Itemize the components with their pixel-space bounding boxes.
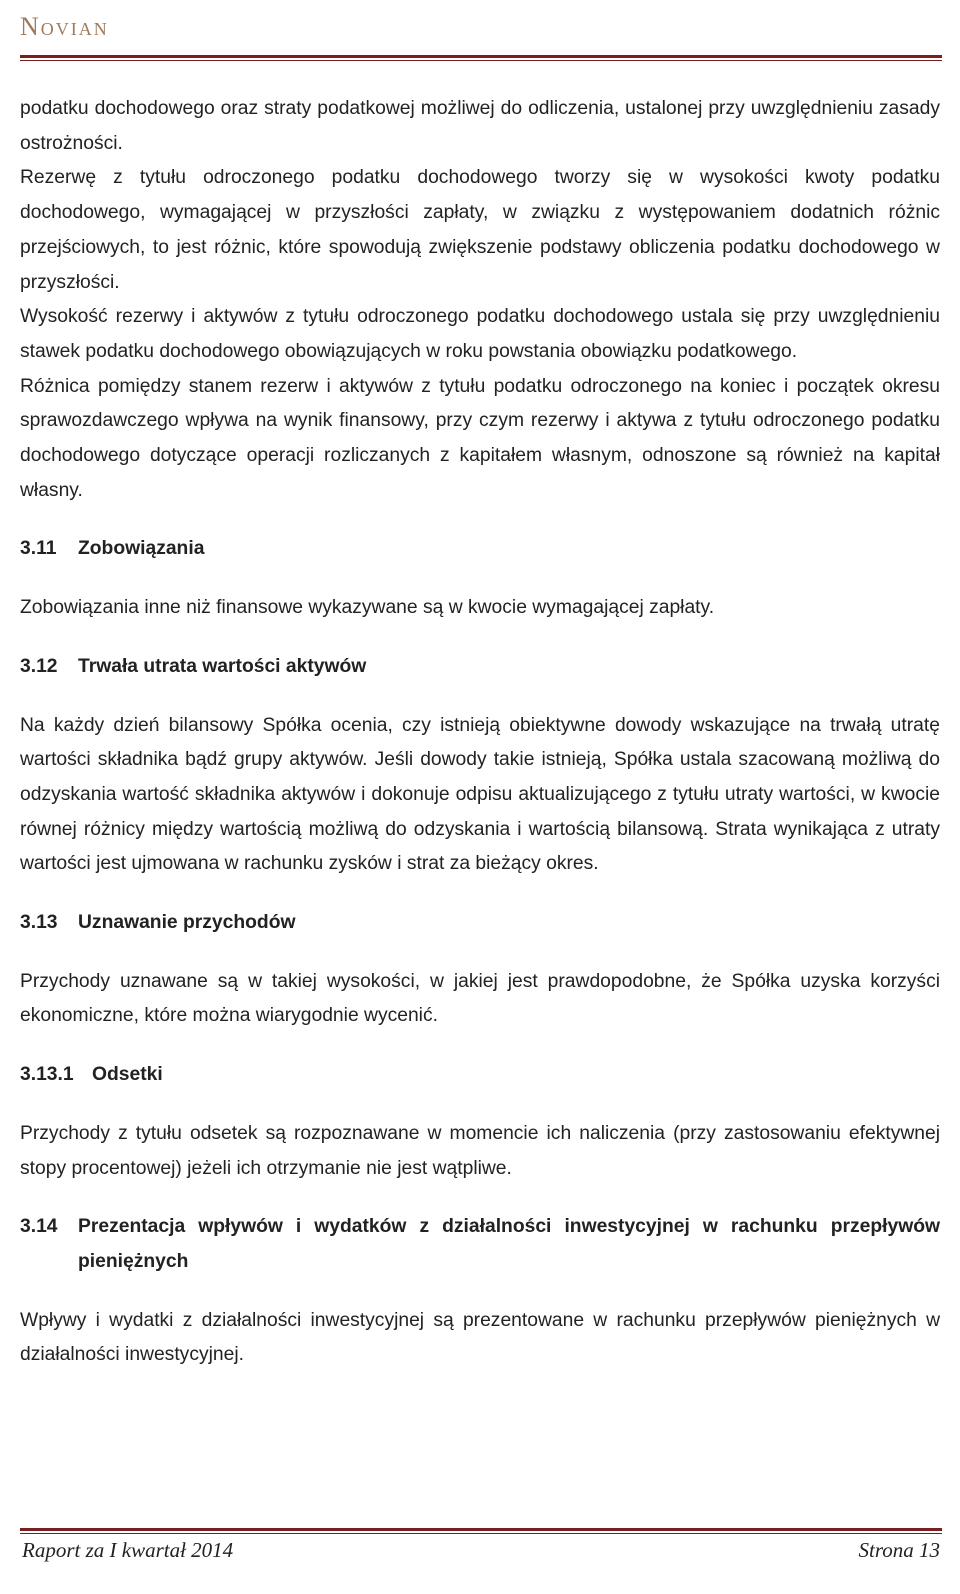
paragraph: podatku dochodowego oraz straty podatkowej możliwej do odliczenia, ustalonej przy uwzględnieniu zasady ostrożności.	[20, 98, 940, 154]
section-title: Trwała utrata wartości aktywów	[78, 655, 367, 677]
section-title: Zobowiązania	[78, 538, 205, 560]
section-heading-3-13	[20, 906, 940, 941]
paragraph: Na każdy dzień bilansowy Spółka ocenia, czy istnieją obiektywne dowody wskazujące na trwałą utratę wartości składnika bądź grupy aktywów. Jeśli dowody takie istnieją, Spółka ustala szacowaną możliwą do odzyskania wartość składnika aktywów i dokonuje odpisu aktualizującego z tytułu utraty wartości, w kwocie równej różnicy między wartością możliwą do odzyskania i wartością bilansową. Strata wynikająca z utraty wartości jest ujmowana w rachunku zysków i strat za bieżący okres.	[20, 714, 940, 875]
paragraph: Wysokość rezerwy i aktywów z tytułu odroczonego podatku dochodowego ustala się przy uwzględnieniu stawek podatku dochodowego obowiązujących w roku powstania obowiązku podatkowego.	[20, 306, 940, 362]
paragraph: Zobowiązania inne niż finansowe wykazywane są w kwocie wymagającej zapłaty.	[20, 597, 715, 619]
section-number: 3.14	[20, 1216, 58, 1238]
header-divider	[20, 55, 942, 61]
section-number: 3.13.1	[20, 1064, 74, 1086]
document-body	[20, 92, 940, 1373]
paragraph: Przychody uznawane są w takiej wysokości, w jakiej jest prawdopodobne, że Spółka uzyska korzyści ekonomiczne, które można wiarygodnie wycenić.	[20, 970, 940, 1027]
section-heading-3-14	[20, 1210, 940, 1279]
page-number: Strona 13	[858, 1538, 940, 1562]
section-title: Prezentacja wpływów i wydatków z działalności inwestycyjnej w rachunku przepływów pieniężnych	[78, 1216, 940, 1272]
report-title: Raport za I kwartał 2014	[22, 1538, 234, 1562]
section-heading-3-12	[20, 650, 940, 685]
section-title: Odsetki	[92, 1064, 163, 1086]
section-number: 3.11	[20, 538, 57, 560]
paragraph: Wpływy i wydatki z działalności inwestycyjnej są prezentowane w rachunku przepływów pieniężnych w działalności inwestycyjnej.	[20, 1309, 940, 1366]
section-title: Uznawanie przychodów	[78, 912, 296, 934]
section-number: 3.12	[20, 655, 58, 677]
section-heading-3-11	[20, 532, 940, 567]
paragraph: Przychody z tytułu odsetek są rozpoznawane w momencie ich naliczenia (przy zastosowaniu efektywnej stopy procentowej) jeżeli ich otrzymanie nie jest wątpliwe.	[20, 1122, 940, 1179]
footer-divider	[20, 1528, 942, 1534]
paragraph: Rezerwę z tytułu odroczonego podatku dochodowego tworzy się w wysokości kwoty podatku dochodowego, wymagającej w przyszłości zapłaty, w związku z występowaniem dodatnich różnic przejściowych, to jest różnic, które spowodują zwiększenie podstawy obliczenia podatku dochodowego w przyszłości.	[20, 167, 940, 293]
section-number: 3.13	[20, 912, 58, 934]
paragraph: Różnica pomiędzy stanem rezerw i aktywów z tytułu podatku odroczonego na koniec i początek okresu sprawozdawczego wpływa na wynik finansowy, przy czym rezerwy i aktywa z tytułu odroczonego podatku dochodowego dotyczące operacji rozliczanych z kapitałem własnym, odnoszone są również na kapitał własny.	[20, 375, 940, 501]
section-heading-3-13-1	[20, 1058, 940, 1093]
company-logo: Novian	[20, 12, 109, 41]
